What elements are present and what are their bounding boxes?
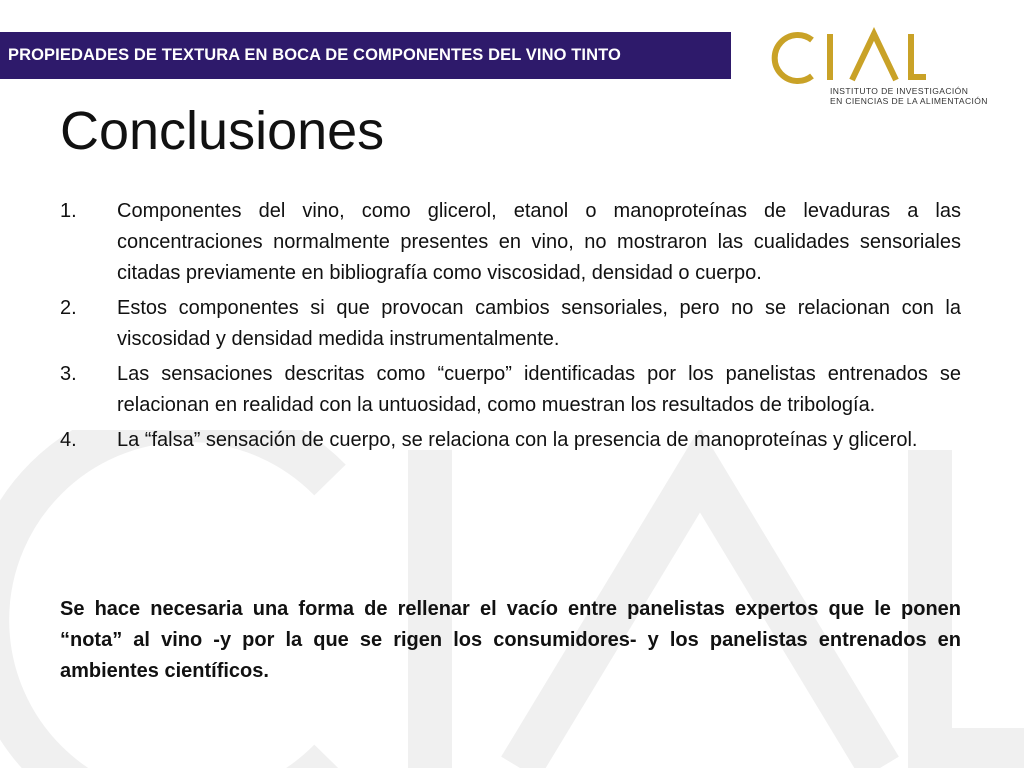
item-number: 2. [60, 297, 77, 319]
logo-subtitle [830, 86, 988, 106]
item-number: 3. [60, 363, 77, 385]
item-text: Componentes del vino, como glicerol, etanol o manoproteínas de levaduras a las concentraciones normalmente presentes en vino, no mostraron las cualidades sensoriales citadas previamente en bibliografía como viscosidad, densidad o cuerpo. [117, 200, 961, 284]
final-conclusion: Se hace necesaria una forma de rellenar el vacío entre panelistas expertos que le ponen “nota” al vino -y por la que se rigen los consumidores- y los panelistas entrenados en ambientes científicos. [60, 598, 961, 682]
logo-line-2: EN CIENCIAS DE LA ALIMENTACIÓN [830, 96, 988, 106]
item-text: Estos componentes si que provocan cambios sensoriales, pero no se relacionan con la viscosidad y densidad medida instrumentalmente. [117, 297, 961, 350]
conclusions-list [60, 196, 961, 460]
list-item [60, 359, 961, 421]
logo-letter-a [852, 34, 896, 80]
page-title: Conclusiones [60, 101, 385, 161]
item-number: 1. [60, 200, 77, 222]
logo-letter-l [911, 34, 926, 77]
item-text: La “falsa” sensación de cuerpo, se relaciona con la presencia de manoproteínas y glicerol. [117, 429, 918, 451]
logo-letter-c [775, 35, 812, 81]
item-number: 4. [60, 429, 77, 451]
banner-text: PROPIEDADES DE TEXTURA EN BOCA DE COMPONENTES DEL VINO TINTO [8, 46, 621, 64]
list-item [60, 425, 961, 456]
logo-line-1: INSTITUTO DE INVESTIGACIÓN [830, 86, 969, 96]
title-banner [0, 32, 731, 79]
item-text: Las sensaciones descritas como “cuerpo” identificadas por los panelistas entrenados se relacionan en realidad con la untuosidad, como muestran los resultados de tribología. [117, 363, 961, 416]
list-item [60, 293, 961, 355]
list-item [60, 196, 961, 289]
